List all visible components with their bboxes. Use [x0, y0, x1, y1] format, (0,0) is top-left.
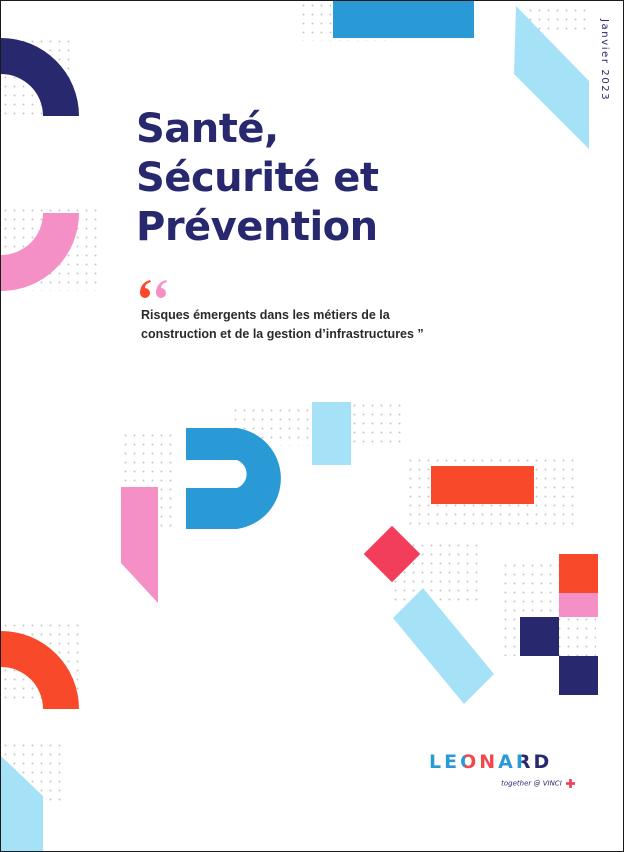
brand-tagline-text: together @ VINCI: [501, 779, 562, 788]
light-blue-diagonal-bar: [391, 586, 496, 706]
quote-text: Risques émergents dans les métiers de la construction et de la gestion d’infrastructures ”: [141, 308, 424, 341]
navy-square-mid: [520, 617, 559, 656]
light-blue-rect-center: [312, 402, 351, 465]
red-orange-arc-bottom-left: [1, 631, 83, 711]
vinci-cross-icon: [566, 779, 575, 788]
light-blue-shape-bottom-left: [1, 756, 46, 852]
red-orange-bar: [431, 466, 534, 504]
title-line: Santé,: [136, 106, 279, 152]
pink-shape-left: [121, 485, 161, 605]
title-line: Prévention: [136, 204, 378, 250]
brand-name: LEONARD: [429, 751, 579, 773]
pink-square: [559, 593, 598, 617]
document-title: [136, 105, 379, 252]
title-line: Sécurité et: [136, 155, 379, 201]
leonard-logo: [429, 751, 579, 788]
red-orange-square: [559, 554, 598, 593]
brand-tagline: [429, 779, 579, 788]
blue-d-shape: [186, 428, 290, 530]
blue-bar-top: [333, 1, 474, 38]
navy-arc-top-left: [1, 38, 83, 118]
date-label: Janvier 2023: [599, 19, 610, 102]
navy-square-bottom: [559, 656, 598, 695]
light-blue-parallelogram-top-right: [511, 6, 593, 151]
opening-quote-icon: [139, 279, 169, 301]
pink-arc-left: [1, 213, 83, 293]
